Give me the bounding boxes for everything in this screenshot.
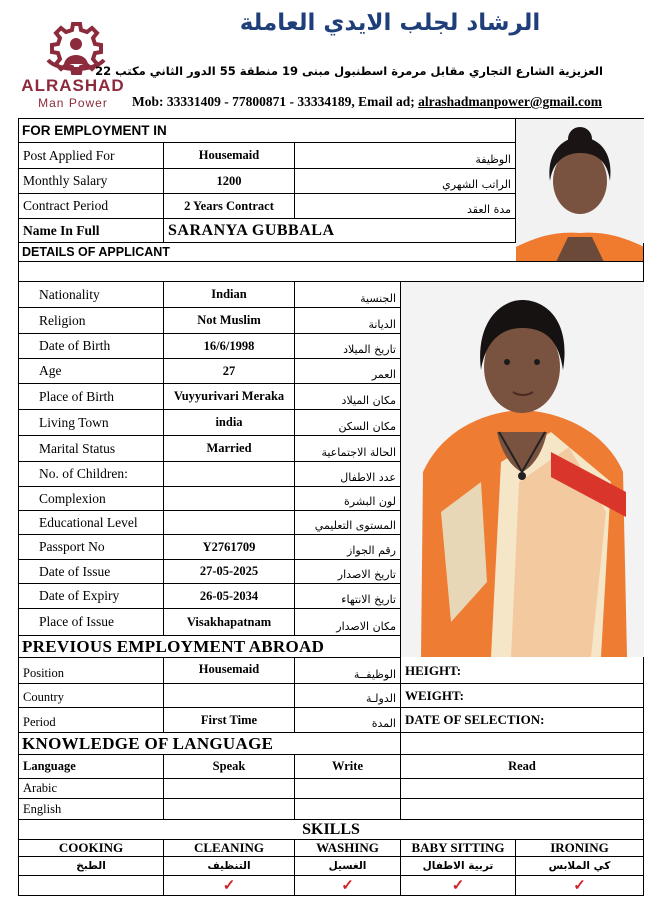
place-of-birth-value: Vuyyurivari Meraka [164, 384, 295, 410]
skill-baby-sitting-check[interactable]: ✓ [401, 876, 516, 896]
employment-heading: FOR EMPLOYMENT IN [19, 119, 516, 143]
no-of-children-value [164, 462, 295, 487]
skill-cleaning-check[interactable]: ✓ [164, 876, 295, 896]
date-of-issue-value: 27-05-2025 [164, 560, 295, 584]
prev-country-label-ar: الدولـة [295, 684, 401, 708]
skill-baby-sitting: BABY SITTING [401, 840, 516, 857]
name-value: SARANYA GUBBALA [164, 219, 516, 243]
skill-ironing-check[interactable]: ✓ [516, 876, 644, 896]
age-value: 27 [164, 359, 295, 384]
date-of-expiry-label-ar: تاريخ الانتهاء [295, 584, 401, 609]
date-of-expiry-label: Date of Expiry [19, 584, 164, 609]
skill-washing: WASHING [295, 840, 401, 857]
lang-english-write [295, 799, 401, 820]
complexion-label: Complexion [19, 487, 164, 511]
date-of-birth-value: 16/6/1998 [164, 334, 295, 359]
company-contact [132, 94, 602, 110]
religion-label: Religion [19, 308, 164, 334]
contract-value: 2 Years Contract [164, 194, 295, 219]
prev-country-value [164, 684, 295, 708]
living-town-value: india [164, 410, 295, 436]
prev-period-label-ar: المدة [295, 708, 401, 733]
skill-cleaning: CLEANING [164, 840, 295, 857]
full-photo [401, 282, 644, 657]
skill-cooking: COOKING [19, 840, 164, 857]
language-heading-blank [401, 733, 644, 755]
contract-label: Contract Period [19, 194, 164, 219]
height-label: HEIGHT: [401, 658, 644, 684]
educational-level-label: Educational Level [19, 511, 164, 535]
company-name-arabic: الرشاد لجلب الايدي العاملة [239, 10, 541, 36]
application-form [18, 118, 644, 896]
educational-level-value [164, 511, 295, 535]
educational-level-label-ar: المستوى التعليمي [295, 511, 401, 535]
lang-col-language: Language [19, 755, 164, 779]
complexion-value [164, 487, 295, 511]
passport-photo [516, 119, 644, 262]
post-label: Post Applied For [19, 143, 164, 169]
spacer-row [19, 262, 644, 282]
passport-no-label: Passport No [19, 535, 164, 560]
living-town-label: Living Town [19, 410, 164, 436]
prev-position-label: Position [19, 658, 164, 684]
logo-subtitle: Man Power [38, 96, 108, 110]
salary-label-ar: الراتب الشهري [295, 169, 516, 194]
passport-no-value: Y2761709 [164, 535, 295, 560]
skill-washing-ar: الغسيل [295, 857, 401, 876]
passport-no-label-ar: رقم الجواز [295, 535, 401, 560]
skills-heading: SKILLS [19, 820, 644, 840]
lang-col-read: Read [401, 755, 644, 779]
complexion-label-ar: لون البشرة [295, 487, 401, 511]
company-address: العزيزية الشارع التجاري مقابل مرمرة اسطنبول مبنى 19 منطقة 55 الدور الثاني مكتب 22 [95, 64, 603, 78]
skill-ironing: IRONING [516, 840, 644, 857]
lang-arabic: Arabic [19, 779, 164, 799]
prev-country-label: Country [19, 684, 164, 708]
living-town-label-ar: مكان السكن [295, 410, 401, 436]
contract-label-ar: مدة العقد [295, 194, 516, 219]
date-of-issue-label: Date of Issue [19, 560, 164, 584]
prev-period-value: First Time [164, 708, 295, 733]
skill-washing-check[interactable]: ✓ [295, 876, 401, 896]
skill-cleaning-ar: التنظيف [164, 857, 295, 876]
weight-label: WEIGHT: [401, 684, 644, 708]
date-of-issue-label-ar: تاريخ الاصدار [295, 560, 401, 584]
prev-period-label: Period [19, 708, 164, 733]
no-of-children-label-ar: عدد الاطفال [295, 462, 401, 487]
lang-arabic-write [295, 779, 401, 799]
place-of-issue-label: Place of Issue [19, 609, 164, 636]
prev-position-label-ar: الوظيفــة [295, 658, 401, 684]
skill-ironing-ar: كي الملابس [516, 857, 644, 876]
marital-status-label-ar: الحالة الاجتماعية [295, 436, 401, 462]
lang-english: English [19, 799, 164, 820]
post-value: Housemaid [164, 143, 295, 169]
religion-label-ar: الديانة [295, 308, 401, 334]
logo-name: ALRASHAD [21, 76, 125, 95]
nationality-value: Indian [164, 282, 295, 308]
lang-arabic-speak [164, 779, 295, 799]
name-label: Name In Full [19, 219, 164, 243]
lang-english-read [401, 799, 644, 820]
contact-phones: Mob: 33331409 - 77800871 - 33334189, Email ad; [132, 94, 419, 109]
place-of-issue-value: Visakhapatnam [164, 609, 295, 636]
date-of-birth-label-ar: تاريخ الميلاد [295, 334, 401, 359]
marital-status-label: Marital Status [19, 436, 164, 462]
skill-cooking-ar: الطبخ [19, 857, 164, 876]
previous-heading: PREVIOUS EMPLOYMENT ABROAD [19, 636, 401, 658]
date-of-expiry-value: 26-05-2034 [164, 584, 295, 609]
nationality-label: Nationality [19, 282, 164, 308]
post-label-ar: الوظيفة [295, 143, 516, 169]
religion-value: Not Muslim [164, 308, 295, 334]
place-of-issue-label-ar: مكان الاصدار [295, 609, 401, 636]
lang-col-write: Write [295, 755, 401, 779]
skill-baby-sitting-ar: تربية الاطفال [401, 857, 516, 876]
salary-value: 1200 [164, 169, 295, 194]
age-label: Age [19, 359, 164, 384]
lang-arabic-read [401, 779, 644, 799]
salary-label: Monthly Salary [19, 169, 164, 194]
date-of-birth-label: Date of Birth [19, 334, 164, 359]
lang-english-speak [164, 799, 295, 820]
age-label-ar: العمر [295, 359, 401, 384]
contact-email[interactable]: alrashadmanpower@gmail.com [418, 94, 603, 109]
language-heading: KNOWLEDGE OF LANGUAGE [19, 733, 401, 755]
applicant-heading: DETAILS OF APPLICANT [19, 243, 644, 262]
nationality-label-ar: الجنسية [295, 282, 401, 308]
no-of-children-label: No. of Children: [19, 462, 164, 487]
place-of-birth-label-ar: مكان الميلاد [295, 384, 401, 410]
selection-date-label: DATE OF SELECTION: [401, 708, 644, 733]
marital-status-value: Married [164, 436, 295, 462]
place-of-birth-label: Place of Birth [19, 384, 164, 410]
prev-position-value: Housemaid [164, 658, 295, 684]
skill-cooking-check[interactable] [19, 876, 164, 896]
lang-col-speak: Speak [164, 755, 295, 779]
